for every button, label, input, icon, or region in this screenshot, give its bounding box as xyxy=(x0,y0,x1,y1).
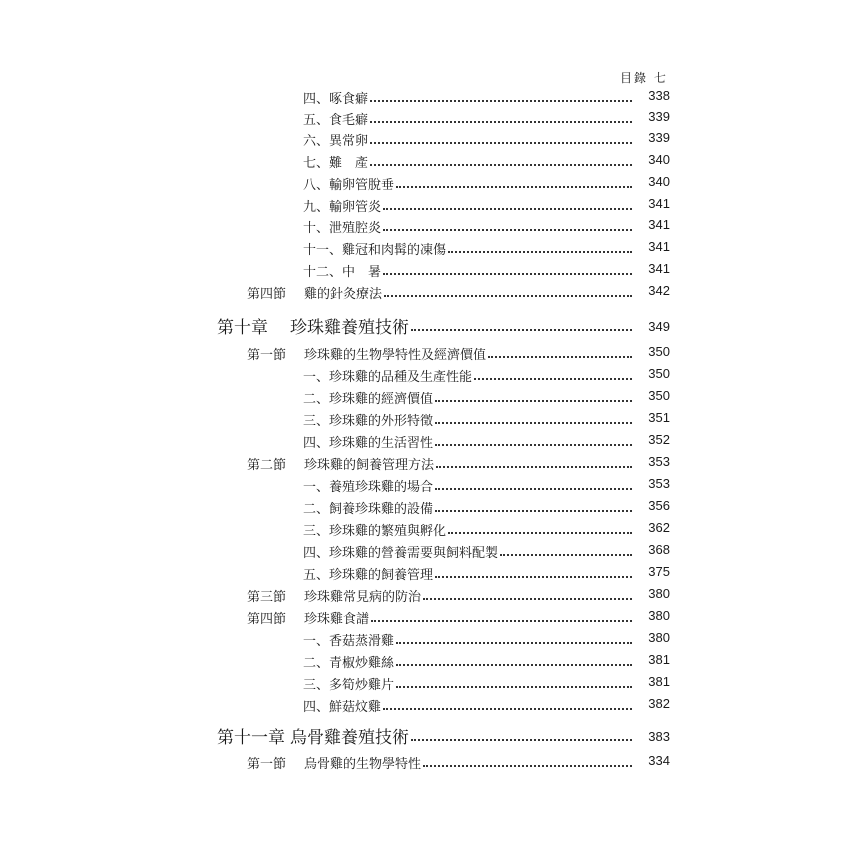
toc-page-number: 339 xyxy=(648,130,670,145)
toc-entry-number: 八、 xyxy=(303,178,330,193)
toc-item-row xyxy=(0,217,850,239)
toc-entry-title: 泄殖腔炎 xyxy=(329,221,382,236)
toc-entry-number: 二、 xyxy=(303,656,330,671)
toc-page-number: 368 xyxy=(648,542,670,557)
toc-entry-title: 珍珠雞的生物學特性及經濟價值 xyxy=(304,348,487,363)
toc-entry-title: 青椒炒雞絲 xyxy=(329,656,395,671)
toc-entry-number: 二、 xyxy=(303,502,330,517)
toc-page-number: 350 xyxy=(648,366,670,381)
dot-leader xyxy=(500,553,632,556)
toc-entry-title: 輸卵管脫垂 xyxy=(329,178,395,193)
dot-leader xyxy=(435,421,632,424)
toc-entry-number: 四、 xyxy=(303,546,330,561)
toc-entry-number: 三、 xyxy=(303,524,330,539)
toc-item-row xyxy=(0,410,850,432)
toc-entry-title: 飼養珍珠雞的設備 xyxy=(329,502,434,517)
toc-page-number: 349 xyxy=(648,319,670,334)
dot-leader xyxy=(411,328,632,331)
toc-page-number: 341 xyxy=(648,261,670,276)
toc-entry-title: 珍珠雞養殖技術 xyxy=(290,318,409,338)
toc-entry-number: 九、 xyxy=(303,200,330,215)
toc-entry-title: 珍珠雞常見病的防治 xyxy=(304,590,422,605)
toc-entry-title: 難 產 xyxy=(329,156,369,171)
toc-entry-title: 雞冠和肉髯的凍傷 xyxy=(342,243,447,258)
toc-section-row xyxy=(0,608,850,630)
toc-page-number: 375 xyxy=(648,564,670,579)
dot-leader xyxy=(435,575,632,578)
toc-entry-number: 第四節 xyxy=(247,612,287,627)
toc-entry-number: 三、 xyxy=(303,414,330,429)
toc-entry-number: 四、 xyxy=(303,436,330,451)
toc-page-number: 381 xyxy=(648,674,670,689)
dot-leader xyxy=(423,597,632,600)
toc-entry-title: 珍珠雞的品種及生產性能 xyxy=(329,370,473,385)
toc-entry-title: 香菇蒸滑雞 xyxy=(329,634,395,649)
toc-entry-number: 四、 xyxy=(303,700,330,715)
toc-entry-title: 多筍炒雞片 xyxy=(329,678,395,693)
toc-section-row xyxy=(0,344,850,366)
toc-item-row xyxy=(0,542,850,564)
toc-page-number: 341 xyxy=(648,196,670,211)
toc-entry-number: 七、 xyxy=(303,156,330,171)
toc-page-number: 380 xyxy=(648,630,670,645)
toc-chapter-row xyxy=(0,313,850,338)
dot-leader xyxy=(396,663,632,666)
toc-entry-title: 烏骨雞養殖技術 xyxy=(290,728,409,748)
toc-section-row xyxy=(0,454,850,476)
toc-page-number: 382 xyxy=(648,696,670,711)
toc-entry-title: 珍珠雞的飼養管理 xyxy=(329,568,434,583)
toc-item-row xyxy=(0,388,850,410)
toc-entry-number: 第十章 xyxy=(217,318,268,338)
toc-entry-title: 食毛癖 xyxy=(329,113,369,128)
dot-leader xyxy=(435,487,632,490)
toc-entry-title: 養殖珍珠雞的場合 xyxy=(329,480,434,495)
dot-leader xyxy=(383,228,632,231)
toc-entry-title: 珍珠雞的經濟價值 xyxy=(329,392,434,407)
toc-entry-title: 輸卵管炎 xyxy=(329,200,382,215)
dot-leader xyxy=(396,641,632,644)
toc-item-row xyxy=(0,130,850,152)
dot-leader xyxy=(435,399,632,402)
toc-entry-number: 六、 xyxy=(303,134,330,149)
toc-entry-number: 第四節 xyxy=(247,287,287,302)
toc-item-row xyxy=(0,696,850,718)
toc-section-row xyxy=(0,753,850,775)
dot-leader xyxy=(488,355,632,358)
dot-leader xyxy=(370,120,632,123)
toc-item-row xyxy=(0,239,850,261)
toc-page-number: 338 xyxy=(648,88,670,103)
toc-item-row xyxy=(0,520,850,542)
toc-page-number: 340 xyxy=(648,174,670,189)
toc-page-number: 350 xyxy=(648,388,670,403)
toc-entry-number: 五、 xyxy=(303,113,330,128)
toc-item-row xyxy=(0,652,850,674)
toc-page-number: 334 xyxy=(648,753,670,768)
toc-entry-number: 一、 xyxy=(303,480,330,495)
toc-page-number: 339 xyxy=(648,109,670,124)
toc-page-number: 351 xyxy=(648,410,670,425)
toc-page-number: 350 xyxy=(648,344,670,359)
dot-leader xyxy=(371,619,632,622)
toc-entry-number: 第十一章 xyxy=(217,728,285,748)
toc-entry-number: 五、 xyxy=(303,568,330,583)
toc-entry-title: 中 暑 xyxy=(342,265,382,280)
dot-leader xyxy=(370,163,632,166)
toc-entry-number: 第二節 xyxy=(247,458,287,473)
toc-entry-title: 啄食癖 xyxy=(329,92,369,107)
dot-leader xyxy=(383,207,632,210)
dot-leader xyxy=(448,250,632,253)
dot-leader xyxy=(435,509,632,512)
toc-entry-number: 一、 xyxy=(303,634,330,649)
toc-item-row xyxy=(0,109,850,131)
dot-leader xyxy=(411,738,632,741)
toc-entry-number: 第一節 xyxy=(247,757,287,772)
toc-entry-title: 異常卵 xyxy=(329,134,369,149)
toc-page-number: 362 xyxy=(648,520,670,535)
toc-entry-number: 一、 xyxy=(303,370,330,385)
toc-section-row xyxy=(0,283,850,305)
toc-entry-title: 珍珠雞的營養需要與飼料配製 xyxy=(329,546,499,561)
toc-entry-number: 十、 xyxy=(303,221,330,236)
toc-item-row xyxy=(0,261,850,283)
dot-leader xyxy=(448,531,632,534)
toc-page-number: 353 xyxy=(648,454,670,469)
toc-entry-number: 二、 xyxy=(303,392,330,407)
toc-page-number: 341 xyxy=(648,217,670,232)
toc-entry-title: 鮮菇炆雞 xyxy=(329,700,382,715)
dot-leader xyxy=(384,294,632,297)
dot-leader xyxy=(474,377,632,380)
toc-page-number: 380 xyxy=(648,608,670,623)
toc-page-number: 352 xyxy=(648,432,670,447)
toc-page-number: 356 xyxy=(648,498,670,513)
toc-page-number: 383 xyxy=(648,729,670,744)
dot-leader xyxy=(370,141,632,144)
dot-leader xyxy=(383,272,632,275)
toc-item-row xyxy=(0,196,850,218)
toc-entry-number: 四、 xyxy=(303,92,330,107)
toc-entry-number: 十二、 xyxy=(303,265,343,280)
running-header: 目錄 七 xyxy=(620,71,668,85)
toc-item-row xyxy=(0,674,850,696)
toc-item-row xyxy=(0,152,850,174)
toc-entry-number: 第三節 xyxy=(247,590,287,605)
toc-page-number: 342 xyxy=(648,283,670,298)
toc-entry-title: 烏骨雞的生物學特性 xyxy=(304,757,422,772)
toc-item-row xyxy=(0,88,850,110)
toc-page-number: 381 xyxy=(648,652,670,667)
toc-page-number: 353 xyxy=(648,476,670,491)
toc-entry-number: 三、 xyxy=(303,678,330,693)
toc-entry-title: 珍珠雞的外形特徵 xyxy=(329,414,434,429)
toc-page-number: 340 xyxy=(648,152,670,167)
toc-item-row xyxy=(0,630,850,652)
toc-entry-title: 珍珠雞的生活習性 xyxy=(329,436,434,451)
dot-leader xyxy=(370,99,632,102)
toc-entry-title: 珍珠雞的繁殖與孵化 xyxy=(329,524,447,539)
dot-leader xyxy=(396,685,632,688)
toc-section-row xyxy=(0,586,850,608)
toc-item-row xyxy=(0,498,850,520)
toc-entry-title: 珍珠雞食譜 xyxy=(304,612,370,627)
toc-page-number: 341 xyxy=(648,239,670,254)
dot-leader xyxy=(436,465,632,468)
toc-entry-title: 珍珠雞的飼養管理方法 xyxy=(304,458,435,473)
toc-item-row xyxy=(0,366,850,388)
toc-chapter-row xyxy=(0,723,850,748)
toc-entry-number: 十一、 xyxy=(303,243,343,258)
dot-leader xyxy=(435,443,632,446)
toc-item-row xyxy=(0,476,850,498)
dot-leader xyxy=(383,707,632,710)
toc-item-row xyxy=(0,564,850,586)
dot-leader xyxy=(396,185,632,188)
dot-leader xyxy=(423,764,632,767)
toc-item-row xyxy=(0,174,850,196)
toc-page-number: 380 xyxy=(648,586,670,601)
toc-entry-title: 雞的針灸療法 xyxy=(304,287,383,302)
toc-entry-number: 第一節 xyxy=(247,348,287,363)
toc-item-row xyxy=(0,432,850,454)
